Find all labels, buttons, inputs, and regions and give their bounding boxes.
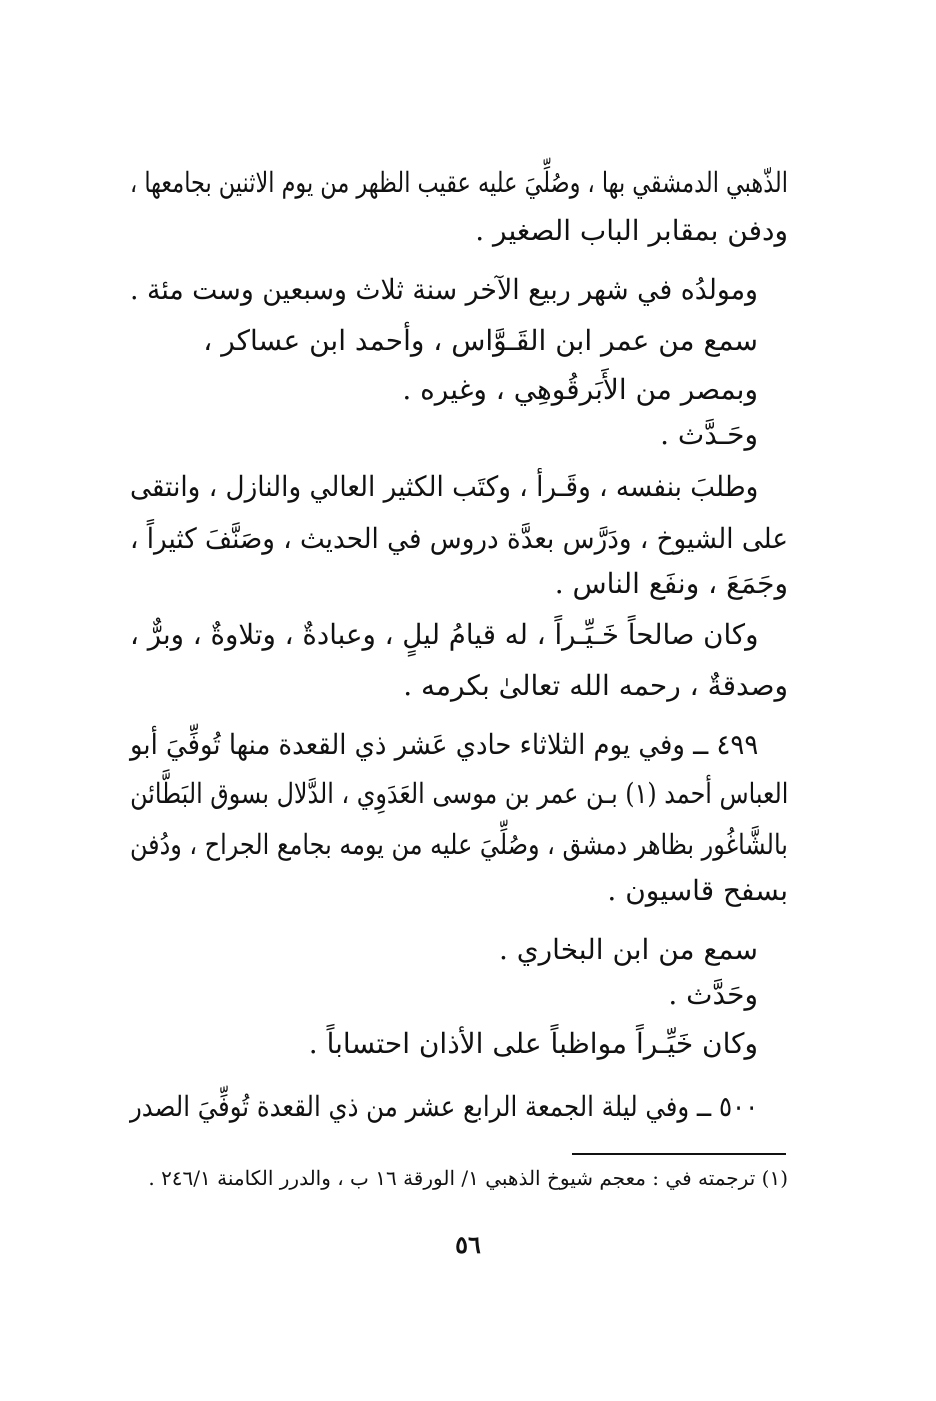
text-line: وحَدَّث .: [668, 978, 758, 1011]
page-number: ٥٦: [455, 1230, 481, 1259]
text-line: سمع من عمر ابن القَـوَّاس ، وأحمد ابن عساكر ،: [203, 324, 758, 357]
text-line: الذّهبي الدمشقي بها ، وصُلِّيَ عليه عقيب الظهر من يوم الاثنين بجامعها ،: [130, 166, 788, 199]
text-line: وكان صالحاً خَـيِّـراً ، له قيامُ ليلٍ ، وعبادةٌ ، وتلاوةٌ ، وبرٌّ ،: [129, 618, 758, 651]
text-line: وصدقةٌ ، رحمه الله تعالىٰ بكرمه .: [403, 669, 788, 702]
text-line: بسفح قاسيون .: [607, 874, 788, 907]
entry-heading-499: ٤٩٩ ــ وفي يوم الثلاثاء حادي عَشر ذي القعدة منها تُوفِّيَ أبو: [129, 728, 758, 761]
text-line: بالشَّاغُور بظاهر دمشق ، وصُلِّيَ عليه من يومه بجامع الجراح ، ودُفن: [130, 828, 788, 861]
text-line: العباس أحمد (١) بـن عمر بن موسى العَدَوِي ، الدَّلال بسوق البَطَّائن: [129, 777, 788, 810]
text-line: وحَـدَّث .: [660, 418, 758, 451]
text-line: وكان خَيِّـراً مواظباً على الأذان احتساباً .: [308, 1027, 758, 1060]
entry-heading-500: ٥٠٠ ــ وفي ليلة الجمعة الرابع عشر من ذي القعدة تُوفِّيَ الصدر: [129, 1090, 758, 1123]
text-line: وبمصر من الأَبَرقُوهِي ، وغيره .: [402, 373, 758, 406]
text-line: على الشيوخ ، ودَرَّس بعدَّة دروس في الحديث ، وصَنَّفَ كثيراً ،: [130, 522, 788, 555]
footnote-divider: [572, 1153, 786, 1155]
text-line: ودفن بمقابر الباب الصغير .: [475, 214, 788, 247]
text-line: وجَمَعَ ، ونفَع الناس .: [554, 567, 788, 600]
text-line: ومولدُه في شهر ربيع الآخر سنة ثلاث وسبعين وست مئة .: [130, 273, 758, 306]
text-line: وطلبَ بنفسه ، وقَـرأ ، وكتَب الكثير العالي والنازل ، وانتقى: [129, 470, 758, 503]
footnote: (١) ترجمته في : معجم شيوخ الذهبي ١/ الورقة ١٦ ب ، والدرر الكامنة ٢٤٦/١ .: [148, 1166, 788, 1190]
text-line: سمع من ابن البخاري .: [498, 933, 758, 966]
